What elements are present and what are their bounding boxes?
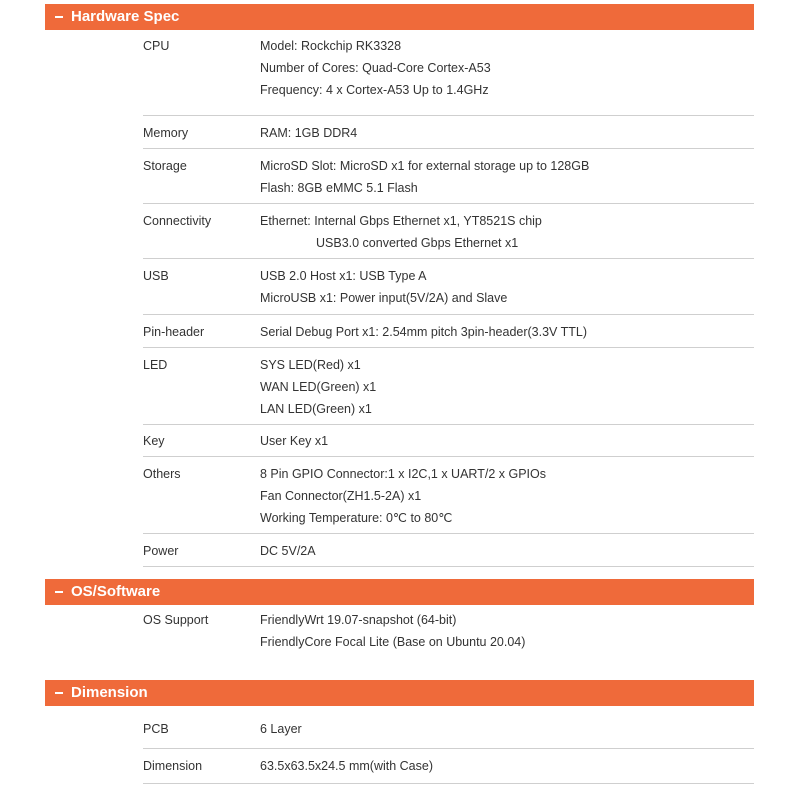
- spec-values: [260, 718, 754, 748]
- spec-row-memory: [143, 116, 754, 149]
- spec-value: SYS LED(Red) x1: [260, 358, 361, 372]
- spec-row-storage: [143, 149, 754, 204]
- spec-value: MicroSD Slot: MicroSD x1 for external storage up to 128GB: [260, 159, 590, 173]
- spec-label: LED: [143, 358, 168, 372]
- spec-values: [260, 430, 754, 456]
- spec-value: Number of Cores: Quad-Core Cortex-A53: [260, 61, 491, 75]
- spec-row-connectivity: [143, 204, 754, 259]
- spec-row-pcb: [143, 706, 754, 749]
- spec-values: [260, 755, 754, 783]
- spec-label: Power: [143, 544, 179, 558]
- collapse-minus-icon[interactable]: [55, 591, 63, 593]
- spec-row-usb: [143, 259, 754, 315]
- spec-label: Key: [143, 434, 165, 448]
- section-header-os-software[interactable]: [45, 579, 754, 605]
- spec-values: [260, 210, 754, 258]
- spec-value: USB3.0 converted Gbps Ethernet x1: [316, 236, 519, 250]
- spec-value: 8 Pin GPIO Connector:1 x I2C,1 x UART/2 x GPIOs: [260, 467, 546, 481]
- section-title: OS/Software: [71, 583, 161, 600]
- spec-value: Model: Rockchip RK3328: [260, 39, 402, 53]
- spec-label: Dimension: [143, 759, 203, 773]
- spec-values: [260, 265, 754, 314]
- spec-value: MicroUSB x1: Power input(5V/2A) and Slave: [260, 291, 508, 305]
- section-body-os-software: [45, 605, 754, 657]
- spec-values: [260, 321, 754, 347]
- spec-row-power: [143, 534, 754, 567]
- spec-row-os-support: [143, 605, 754, 657]
- spec-values: [260, 35, 754, 115]
- spec-value: User Key x1: [260, 434, 329, 448]
- spec-value: RAM: 1GB DDR4: [260, 126, 358, 140]
- spec-value: Flash: 8GB eMMC 5.1 Flash: [260, 181, 418, 195]
- spec-label: USB: [143, 269, 169, 283]
- spec-row-others: [143, 457, 754, 534]
- spec-value: Fan Connector(ZH1.5-2A) x1: [260, 489, 422, 503]
- spec-label: Pin-header: [143, 325, 205, 339]
- section-header-dimension[interactable]: [45, 680, 754, 706]
- section-body-hardware-spec: [45, 30, 754, 567]
- spec-value: LAN LED(Green) x1: [260, 402, 372, 416]
- spec-value: FriendlyWrt 19.07-snapshot (64-bit): [260, 613, 457, 627]
- spec-values: [260, 463, 754, 533]
- spec-value: USB 2.0 Host x1: USB Type A: [260, 269, 427, 283]
- spec-row-dimension: [143, 749, 754, 784]
- spec-value: WAN LED(Green) x1: [260, 380, 377, 394]
- spec-row-pin-header: [143, 315, 754, 348]
- spec-label: PCB: [143, 722, 169, 736]
- spec-value: Frequency: 4 x Cortex-A53 Up to 1.4GHz: [260, 83, 489, 97]
- spec-values: [260, 609, 754, 657]
- spec-values: [260, 155, 754, 203]
- section-title: Hardware Spec: [71, 8, 180, 25]
- spec-values: [260, 540, 754, 566]
- spec-values: [260, 354, 754, 424]
- spec-row-led: [143, 348, 754, 425]
- collapse-minus-icon[interactable]: [55, 16, 63, 18]
- collapse-minus-icon[interactable]: [55, 692, 63, 694]
- spec-label: Storage: [143, 159, 187, 173]
- spec-value: 63.5x63.5x24.5 mm(with Case): [260, 759, 433, 773]
- spec-label: CPU: [143, 39, 170, 53]
- spec-label: Memory: [143, 126, 189, 140]
- section-body-dimension: [45, 706, 754, 784]
- spec-values: [260, 122, 754, 148]
- spec-value: 6 Layer: [260, 722, 302, 736]
- spec-value: Serial Debug Port x1: 2.54mm pitch 3pin-header(3.3V TTL): [260, 325, 588, 339]
- spec-value: Ethernet: Internal Gbps Ethernet x1, YT8521S chip: [260, 214, 542, 228]
- spec-label: Others: [143, 467, 181, 481]
- spec-row-key: [143, 425, 754, 457]
- spec-page: [45, 4, 754, 784]
- spec-value: FriendlyCore Focal Lite (Base on Ubuntu 20.04): [260, 635, 526, 649]
- spec-value: DC 5V/2A: [260, 544, 316, 558]
- spec-label: OS Support: [143, 613, 209, 627]
- spec-value: Working Temperature: 0℃ to 80℃: [260, 511, 453, 525]
- section-title: Dimension: [71, 684, 148, 701]
- spec-label: Connectivity: [143, 214, 212, 228]
- spec-row-cpu: [143, 30, 754, 116]
- section-header-hardware-spec[interactable]: [45, 4, 754, 30]
